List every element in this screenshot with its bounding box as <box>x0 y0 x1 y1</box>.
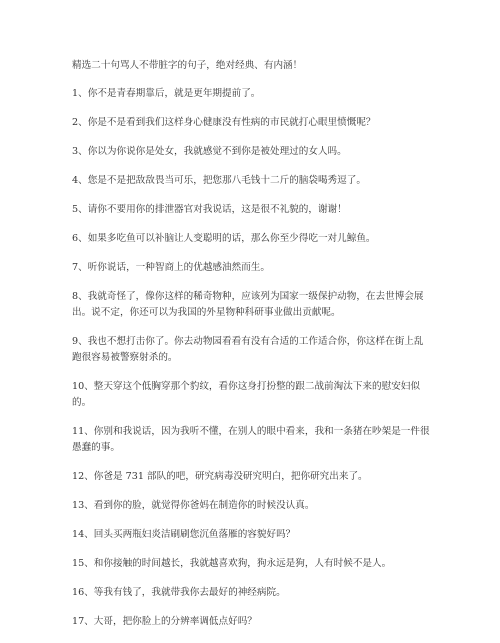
article-body <box>72 58 432 643</box>
list-item: 14、回头买两瓶妇炎洁刷刷您沉鱼落雁的容貌好吗？ <box>72 529 296 540</box>
list-item: 1、你不是青春期靠后，就是更年期提前了。 <box>72 88 261 99</box>
list-item: 10、整天穿这个低胸穿那个豹纹，看你这身打扮整的跟二战前淘汰下来的慰安妇似的。 <box>72 381 420 408</box>
list-item: 8、我就奇怪了，像你这样的稀奇物种，应该列为国家一级保护动物，在去世博会展出。说不定，你还可以为我国的外星物种科研事业做出贡献呢。 <box>72 291 424 318</box>
list-item: 6、如果多吃鱼可以补脑让人变聪明的话，那么你至少得吃一对儿鲸鱼。 <box>72 233 376 244</box>
list-item: 11、你别和我说话，因为我听不懂，在别人的眼中看来，我和一条猪在吵架是一件很愚蠢的事。 <box>72 426 430 453</box>
list-item: 15、和你接触的时间越长，我就越喜欢狗，狗永远是狗，人有时候不是人。 <box>72 558 392 569</box>
list-item: 12、你爸是 731 部队的吧，研究病毒没研究明白，把你研究出来了。 <box>72 471 368 482</box>
list-item: 17、大哥，把你脸上的分辨率调低点好吗？ <box>72 616 257 627</box>
list-item: 13、看到你的脸，就觉得你爸妈在制造你的时候没认真。 <box>72 500 315 511</box>
list-item: 2、你是不是看到我们这样身心健康没有性病的市民就打心眼里愤慨呢？ <box>72 117 376 128</box>
list-item: 16、等我有钱了，我就带我你去最好的神经病院。 <box>72 587 286 598</box>
list-item: 4、您是不是把敌敌畏当可乐，把您那八毛钱十二斤的脑袋喝秀逗了。 <box>72 175 366 186</box>
list-item: 3、你以为你说你是处女，我就感觉不到你是被处理过的女人吗。 <box>72 146 347 157</box>
list-item: 5、请你不要用你的排泄器官对我说话，这是很不礼貌的，谢谢！ <box>72 204 347 215</box>
list-item: 9、我也不想打击你了。你去动物园看看有没有合适的工作适合你，你这样在街上乱跑很容易被警察射杀的。 <box>72 336 424 363</box>
list-item: 7、听你说话，一种智商上的优越感油然而生。 <box>72 262 270 273</box>
article-title: 精选二十句骂人不带脏字的句子，绝对经典、有内涵！ <box>72 60 303 71</box>
